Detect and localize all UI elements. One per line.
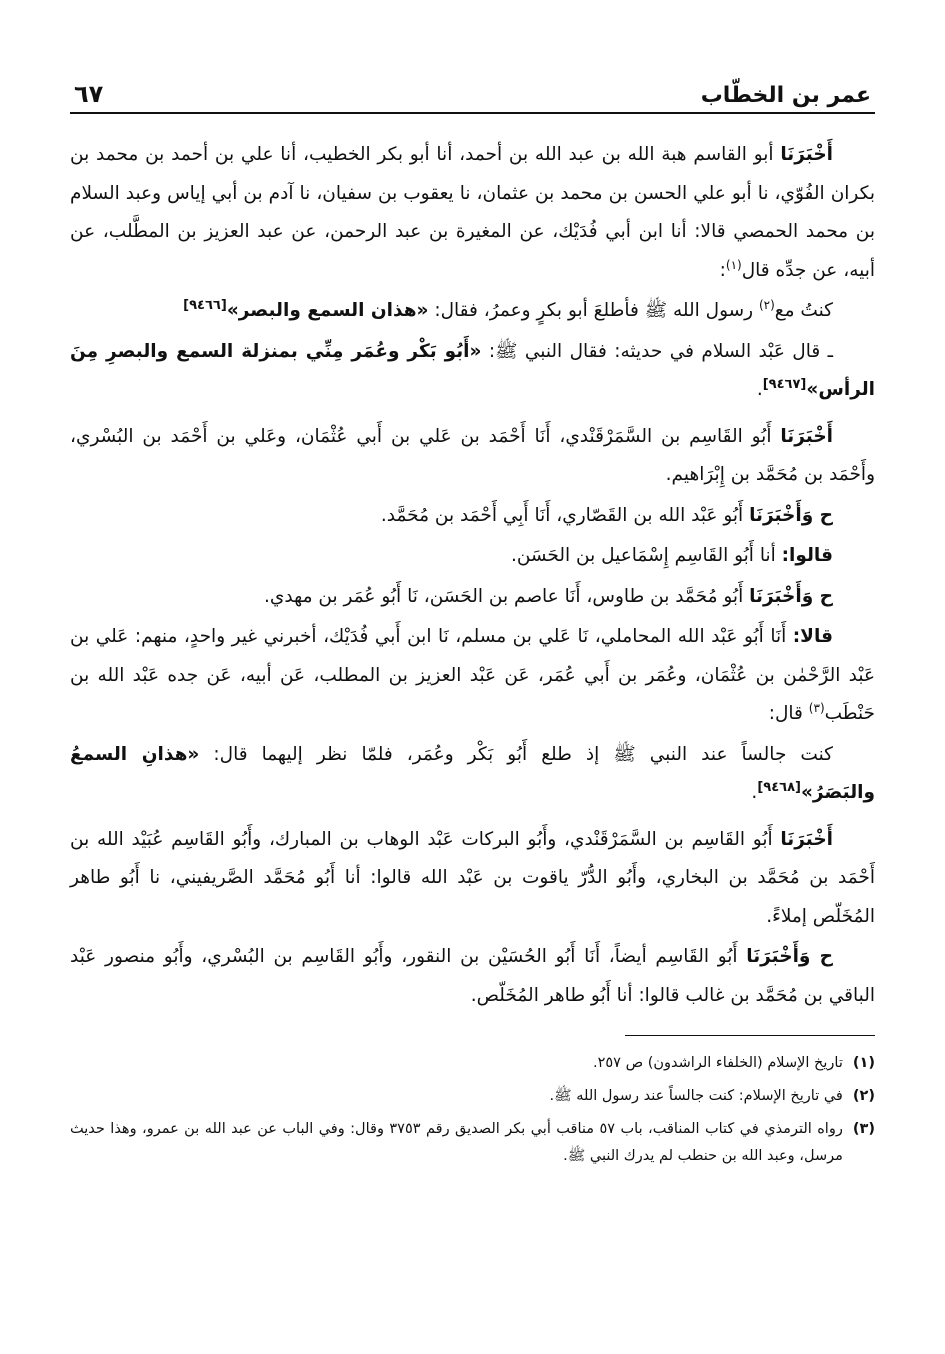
paragraph — [70, 537, 875, 576]
paragraph — [70, 618, 875, 734]
hadith-number: [٩٤٦٨] — [757, 779, 801, 795]
paragraph — [70, 292, 875, 331]
paragraph-text: ـ قال عَبْد السلام في حديثه: فقال النبي ﷺ: — [481, 340, 834, 362]
footnote-marker: (٣) — [808, 700, 825, 715]
footnote-text: رواه الترمذي في كتاب المناقب، باب ٥٧ مناقب أبي بكر الصديق رقم ٣٧٥٣ وقال: وفي الباب عن عبد الله بن عمرو، وهذا حديث مرسل، وعبد الله بن حنطب لم يدرك النبي ﷺ. — [70, 1121, 843, 1164]
isnad-lead: أَخْبَرَنَا — [780, 425, 833, 447]
running-title: عمر بن الخطّاب — [700, 83, 871, 108]
paragraph-tail: . — [756, 379, 763, 400]
footnote-number: (١) — [852, 1055, 875, 1071]
paragraph-text: كنت جالساً عند النبي ﷺ إذ طلع أَبُو بَكْر وعُمَر، فلمّا نظر إليهما قال: — [199, 743, 833, 765]
paragraph — [70, 821, 875, 937]
book-page — [70, 70, 875, 1354]
paragraph-text: أَنَا أَبُو عَبْد الله المحاملي، نَا عَلي بن مسلم، نَا ابن أَبي فُدَيْك، أخبرني غير واحدٍ، منهم: عَلي بن عَبْد الرَّحْمٰن بن عُثْمَان، وعُمَر بن أَبي عُمَر، عَن عَبْد العزيز بن المطلب، عَن أبيه، عَن جده عَبْد الله بن حَنْطَب — [70, 626, 875, 724]
footnotes — [70, 1050, 875, 1170]
hadith-number: [٩٤٦٧] — [762, 376, 807, 392]
hadith-quote: «أَبُو بَكْر وعُمَر مِنِّي بمنزلة السمع والبصرِ مِنَ الرأس» — [70, 340, 875, 400]
footnote-number: (٢) — [852, 1088, 875, 1104]
paragraph — [70, 497, 875, 536]
paragraph — [70, 938, 875, 1015]
isnad-lead: أَخْبَرَنَا — [780, 828, 833, 850]
paragraph-text: أَبُو مُحَمَّد بن طاوس، أَنَا عاصم بن الحَسَن، نَا أَبُو عُمَر بن مهدي. — [264, 585, 750, 607]
footnote-number: (٣) — [852, 1121, 875, 1137]
footnote — [70, 1083, 875, 1110]
hadith-number: [٩٤٦٦] — [183, 297, 227, 313]
paragraph — [70, 418, 875, 495]
hadith-quote: «هذان السمع والبصر» — [226, 300, 429, 321]
footnote-text: تاريخ الإسلام (الخلفاء الراشدون) ص ٢٥٧. — [592, 1055, 843, 1071]
isnad-lead: قالا: — [792, 626, 833, 647]
paragraph-text: أَبُو القَاسِم بن السَّمَرْقَنْدي، أَنَا أَحْمَد بن عَلي بن أَبي عُثْمَان، وعَلي بن أَحْمَد بن البُسْري، وأَحْمَد بن مُحَمَّد بن إِبْرَاهيم. — [70, 425, 875, 485]
paragraph — [70, 136, 875, 290]
footnote-divider — [625, 1035, 875, 1036]
paragraph-text: أبو القاسم هبة الله بن عبد الله بن أحمد، أنا أبو بكر الخطيب، أنا علي بن أحمد بن محمد بن بكران الفُوّي، نا أبو علي الحسن بن محمد بن عثمان، نا يعقوب بن سفيان، نا آدم بن أبي إياس وعبد السلام بن محمد الحمصي قالا: أنا ابن أبي فُدَيْك، عن المغيرة بن عبد الرحمن، عن عبد العزيز بن المطَّلب، عن أبيه، عن جدِّه قال — [70, 144, 875, 281]
page-header — [70, 70, 875, 114]
footnote-text: في تاريخ الإسلام: كنت جالساً عند رسول الله ﷺ. — [549, 1088, 843, 1104]
paragraph — [70, 736, 875, 813]
footnote — [70, 1050, 875, 1077]
paragraph-text: رسول الله ﷺ فأطلعَ أبو بكرٍ وعمرُ، فقال: — [428, 300, 759, 321]
isnad-lead: ح وَأَخْبَرَنَا — [749, 504, 833, 526]
page-number: ٦٧ — [74, 80, 104, 108]
footnote-marker: (٢) — [758, 297, 775, 312]
paragraph-text: أَبُو عَبْد الله بن القَصّاري، أَنَا أَبِي أَحْمَد بن مُحَمَّد. — [380, 504, 750, 526]
paragraph — [70, 333, 875, 410]
footnote — [70, 1116, 875, 1170]
isnad-lead: قالوا: — [781, 545, 833, 566]
paragraph-tail: . — [751, 782, 758, 803]
isnad-lead: ح وَأَخْبَرَنَا — [749, 585, 833, 607]
paragraph-tail: قال: — [768, 703, 809, 724]
footnote-marker: (١) — [725, 257, 742, 272]
paragraph-text: كنتُ مع — [774, 300, 833, 321]
paragraph-text: أَبُو القَاسِم أيضاً، أَنَا أَبُو الحُسَيْن بن النقور، وأَبُو القَاسِم بن البُسْري، وأَبُو منصور عَبْد الباقي بن مُحَمَّد بن غالب قالوا: أنا أَبُو طاهر المُخَلّص. — [70, 946, 875, 1006]
isnad-lead: أَخْبَرَنَا — [780, 144, 833, 165]
isnad-lead: ح وَأَخْبَرَنَا — [746, 946, 834, 967]
main-text — [70, 136, 875, 1015]
paragraph-tail: : — [719, 259, 726, 281]
paragraph — [70, 578, 875, 617]
paragraph-text: أَبُو القَاسِم بن السَّمَرْقَنْدي، وأَبُو البركات عَبْد الوهاب بن المبارك، وأَبُو القَاسِم عُبَيْد الله بن أَحْمَد بن مُحَمَّد بن البخاري، وأَبُو الدُّرّ ياقوت بن عَبْد الله قالوا: أنا أَبُو مُحَمَّد الصَّريفيني، نا أَبُو طاهر المُخَلّص إملاءً. — [70, 828, 875, 927]
hadith-quote: «هذانِ السمعُ والبَصَرُ» — [70, 743, 875, 803]
paragraph-text: أنا أَبُو القَاسِم إِسْمَاعيل بن الحَسَن. — [510, 545, 782, 566]
